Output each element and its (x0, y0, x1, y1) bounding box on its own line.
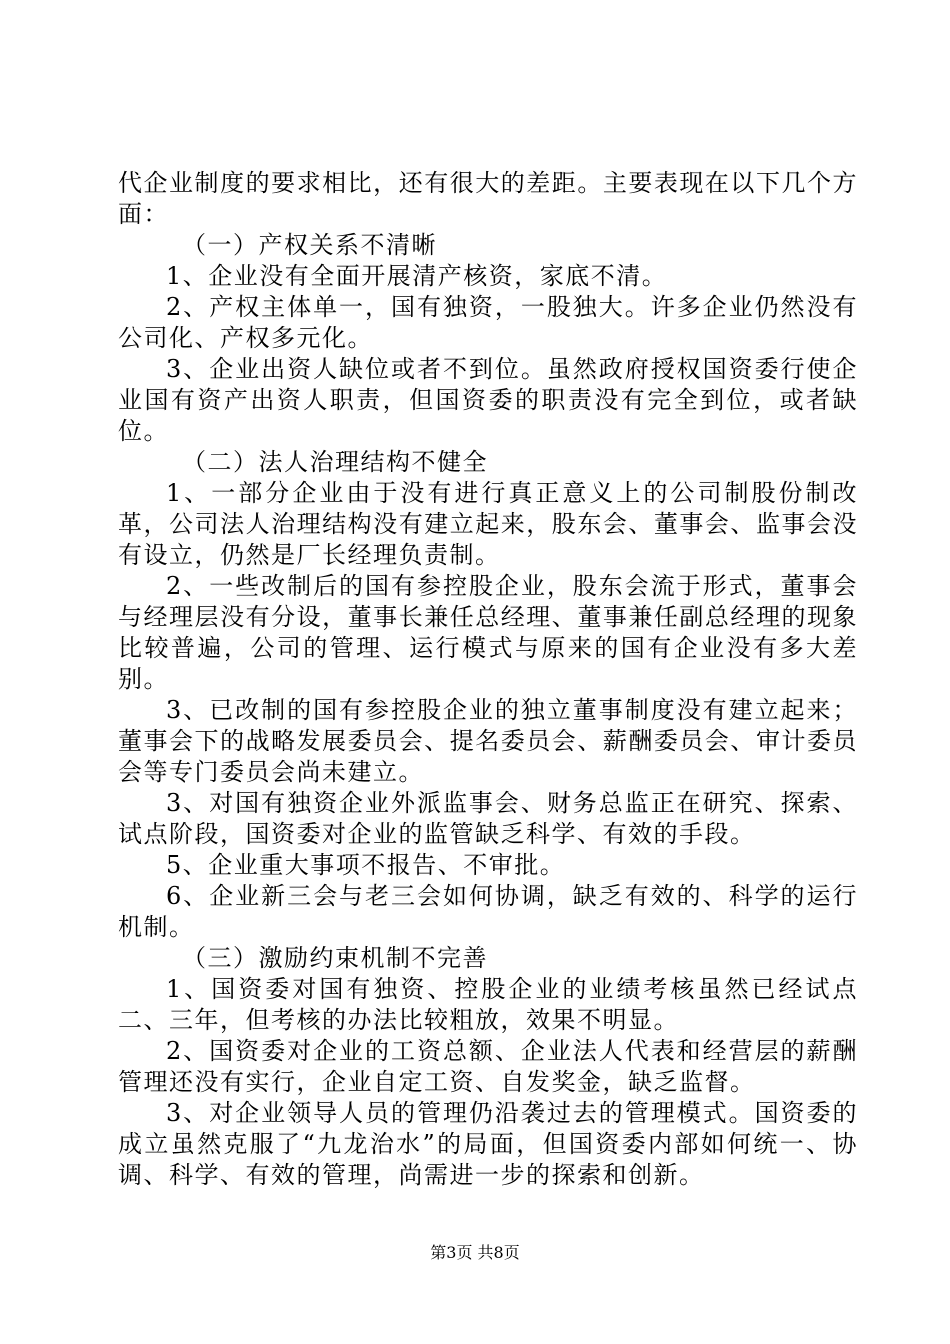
paragraph: 2、一些改制后的国有参控股企业，股东会流于形式，董事会与经理层没有分设，董事长兼任总经理、董事兼任副总经理的现象比较普遍，公司的管理、运行模式与原来的国有企业没有多大差别。 (118, 572, 858, 693)
paragraph: 3、已改制的国有参控股企业的独立董事制度没有建立起来；董事会下的战略发展委员会、提名委员会、薪酬委员会、审计委员会等专门委员会尚未建立。 (118, 696, 858, 786)
paragraph: 1、国资委对国有独资、控股企业的业绩考核虽然已经试点二、三年，但考核的办法比较粗放，效果不明显。 (118, 975, 858, 1034)
paragraph: 3、企业出资人缺位或者不到位。虽然政府授权国资委行使企业国有资产出资人职责，但国资委的职责没有完全到位，或者缺位。 (118, 355, 858, 445)
paragraph: 3、对企业领导人员的管理仍沿袭过去的管理模式。国资委的成立虽然克服了“九龙治水”的局面，但国资委内部如何统一、协调、科学、有效的管理，尚需进一步的探索和创新。 (118, 1099, 858, 1189)
paragraph: 5、企业重大事项不报告、不审批。 (166, 851, 566, 879)
paragraph: 6、企业新三会与老三会如何协调，缺乏有效的、科学的运行机制。 (118, 882, 858, 941)
paragraph: 3、对国有独资企业外派监事会、财务总监正在研究、探索、试点阶段，国资委对企业的监管缺乏科学、有效的手段。 (118, 789, 858, 848)
paragraph-continuation: 代企业制度的要求相比，还有很大的差距。主要表现在以下几个方面： (118, 169, 858, 228)
section-heading-3: （三）激励约束机制不完善 (182, 944, 488, 972)
paragraph: 1、企业没有全面开展清产核资，家底不清。 (166, 262, 668, 290)
section-heading-2: （二）法人治理结构不健全 (182, 448, 488, 476)
paragraph: 2、产权主体单一，国有独资，一股独大。许多企业仍然没有公司化、产权多元化。 (118, 293, 858, 352)
paragraph: 2、国资委对企业的工资总额、企业法人代表和经营层的薪酬管理还没有实行，企业自定工资、自发奖金，缺乏监督。 (118, 1037, 858, 1096)
page-number-footer: 第3页 共8页 (430, 1243, 520, 1262)
paragraph: 1、一部分企业由于没有进行真正意义上的公司制股份制改革，公司法人治理结构没有建立起来，股东会、董事会、监事会没有设立，仍然是厂长经理负责制。 (118, 479, 858, 569)
document-body (118, 168, 858, 1191)
section-heading-1: （一）产权关系不清晰 (182, 231, 437, 259)
